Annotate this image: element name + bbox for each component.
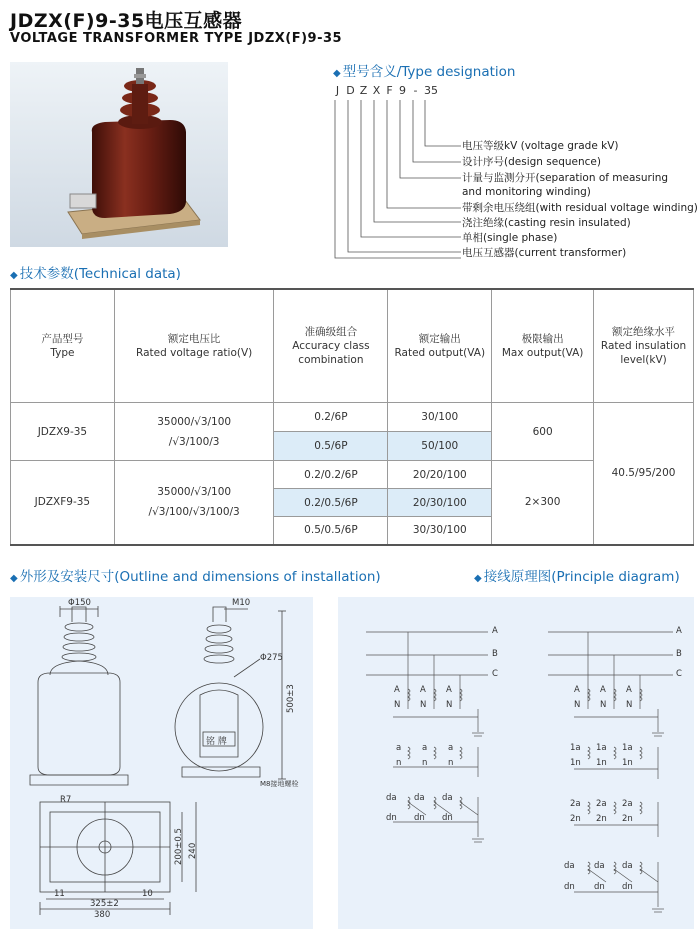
designation-item: 单相(single phase) [462,232,558,244]
terminal-label: 1a [622,743,633,753]
terminal-label: N [420,700,427,710]
cell-output: 20/30/100 [388,489,492,517]
designation-heading: ◆ 型号含义/Type designation [333,64,516,80]
nameplate-label: 铭 牌 [206,737,227,747]
terminal-label: da [386,793,397,803]
code-letter: - [413,84,418,97]
header-ratio: 额定电压比 Rated voltage ratio(V) [114,289,274,403]
cell-accuracy: 0.2/0.5/6P [274,489,388,517]
terminal-label: 1n [570,758,581,768]
designation-item: 浇注绝缘(casting resin insulated) [462,217,631,229]
code-letter: 35 [424,84,438,97]
terminal-label: 1n [622,758,633,768]
bus-label-b: B [676,649,682,659]
terminal-label: 2n [596,814,607,824]
designation-item: and monitoring winding) [462,186,591,198]
cell-ratio: 35000/√3/100 /√3/100/√3/100/3 [114,461,274,545]
designation-item: 带剩余电压绕组(with residual voltage winding) [462,202,698,214]
terminal-label: N [600,700,607,710]
terminal-label: N [626,700,633,710]
cell-output: 30/100 [388,403,492,432]
terminal-label: N [446,700,453,710]
table-row [11,461,694,489]
terminal-label: n [422,758,428,768]
code-letter: D [346,84,355,97]
terminal-label: n [396,758,402,768]
terminal-label: 2n [570,814,581,824]
dim-phi275: Φ275 [260,653,283,663]
dim-10: 10 [142,889,153,899]
terminal-label: 1n [596,758,607,768]
header-output: 额定输出 Rated output(VA) [388,289,492,403]
diamond-bullet-icon: ◆ [474,573,482,584]
dim-11: 11 [54,889,65,899]
dim-phi150: Φ150 [68,598,91,608]
dim-200: 200±0.5 [174,828,184,865]
header-type: 产品型号 Type [11,289,115,403]
bus-label-a: A [676,626,682,636]
header-max: 极限输出 Max output(VA) [492,289,594,403]
outline-drawing [10,597,313,929]
cell-max: 2×300 [492,461,594,545]
cell-output: 20/20/100 [388,461,492,489]
cell-accuracy: 0.5/6P [274,432,388,461]
cell-insulation: 40.5/95/200 [594,403,694,545]
terminal-label: A [626,685,632,695]
product-photo [10,62,228,247]
bus-label-c: C [676,669,682,679]
dim-325: 325±2 [90,899,119,909]
terminal-label: da [442,793,453,803]
terminal-label: da [414,793,425,803]
code-letter: Z [359,84,368,97]
terminal-label: 2a [596,799,607,809]
cell-accuracy: 0.5/0.5/6P [274,517,388,545]
designation-item: 电压等级kV (voltage grade kV) [462,140,619,152]
dim-240: 240 [188,842,198,859]
designation-leader-lines [331,98,471,260]
bus-label-c: C [492,669,498,679]
header-accuracy: 准确级组合 Accuracy class combination [274,289,388,403]
terminal-label: dn [622,882,633,892]
terminal-label: A [446,685,452,695]
terminal-label: 2a [622,799,633,809]
dim-m8: M8接地螺栓 [260,780,299,788]
principle-heading: ◆ 接线原理图(Principle diagram) [474,569,680,585]
header-insulation: 额定绝缘水平 Rated insulation level(kV) [594,289,694,403]
terminal-label: da [622,861,633,871]
terminal-label: a [422,743,428,753]
terminal-label: dn [414,813,425,823]
cell-output: 30/30/100 [388,517,492,545]
dim-m10: M10 [232,598,251,608]
diamond-bullet-icon: ◆ [10,573,18,584]
terminal-label: 1a [570,743,581,753]
cell-type: JDZX9-35 [11,403,115,461]
cell-type: JDZXF9-35 [11,461,115,545]
dim-height: 500±3 [286,684,296,713]
transformer-illustration [10,62,228,247]
designation-item: 设计序号(design sequence) [462,156,601,168]
code-letter: 9 [399,84,406,97]
code-letter: J [335,84,340,97]
bus-label-a: A [492,626,498,636]
cell-accuracy: 0.2/6P [274,403,388,432]
cell-output: 50/100 [388,432,492,461]
terminal-label: dn [442,813,453,823]
outline-drawing-panel [10,597,313,929]
terminal-label: da [594,861,605,871]
terminal-label: N [394,700,401,710]
terminal-label: N [574,700,581,710]
cell-ratio: 35000/√3/100 /√3/100/3 [114,403,274,461]
bus-label-b: B [492,649,498,659]
terminal-label: dn [386,813,397,823]
terminal-label: a [396,743,402,753]
terminal-label: a [448,743,454,753]
diamond-bullet-icon: ◆ [10,270,18,281]
code-letter: X [372,84,381,97]
page-subtitle: VOLTAGE TRANSFORMER TYPE JDZX(F)9-35 [10,31,343,46]
table-row [11,403,694,432]
code-letter: F [386,84,393,97]
terminal-label: da [564,861,575,871]
dim-r7: R7 [60,795,72,805]
terminal-label: A [394,685,400,695]
tech-heading: ◆ 技术参数(Technical data) [10,266,181,282]
cell-max: 600 [492,403,594,461]
terminal-label: A [600,685,606,695]
terminal-label: n [448,758,454,768]
wiring-diagram [338,597,694,929]
terminal-label: dn [594,882,605,892]
principle-diagram-panel [338,597,694,929]
cell-accuracy: 0.2/0.2/6P [274,461,388,489]
designation-code [331,84,440,97]
dim-380: 380 [94,910,111,920]
terminal-label: A [420,685,426,695]
terminal-label: 2a [570,799,581,809]
tech-table [10,288,694,546]
terminal-label: A [574,685,580,695]
diamond-bullet-icon: ◆ [333,68,341,79]
designation-item: 电压互感器(current transformer) [462,247,627,259]
terminal-label: 1a [596,743,607,753]
table-header-row [11,289,694,403]
terminal-label: 2n [622,814,633,824]
designation-item: 计量与监测分开(separation of measuring [462,172,669,184]
terminal-label: dn [564,882,575,892]
outline-heading: ◆ 外形及安装尺寸(Outline and dimensions of installation) [10,569,381,585]
page-title: JDZX(F)9-35电压互感器 [10,10,243,32]
